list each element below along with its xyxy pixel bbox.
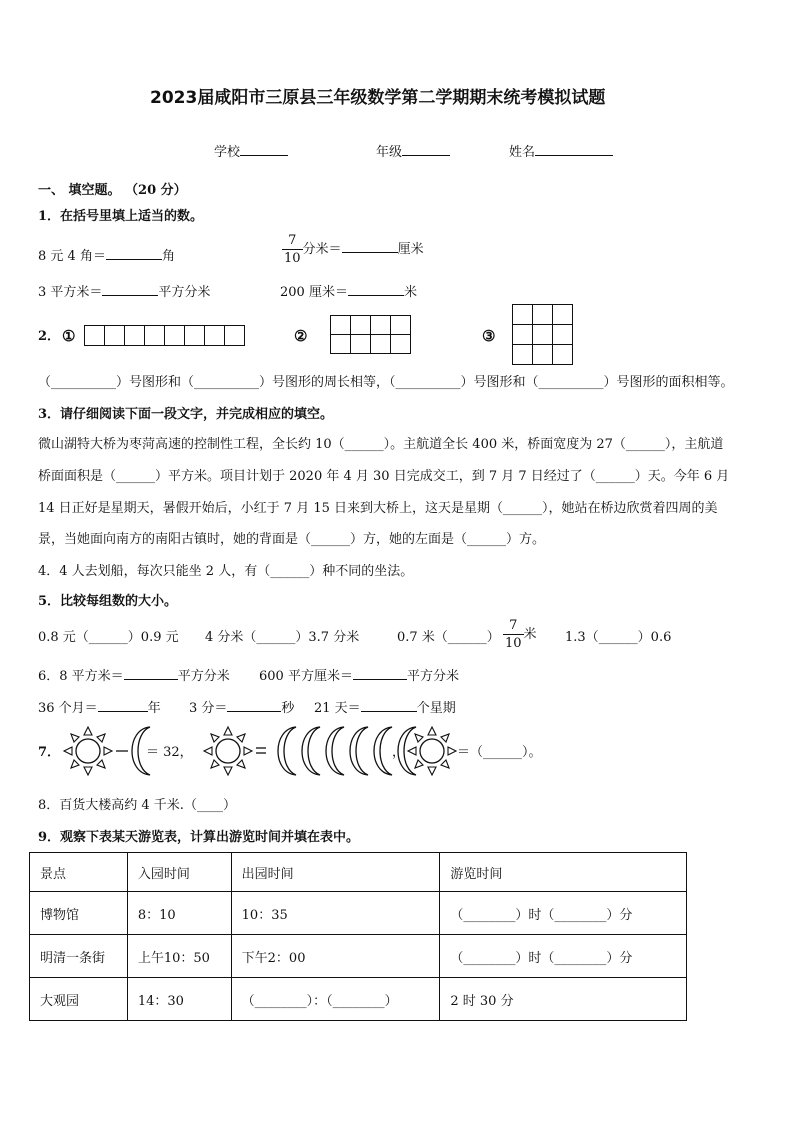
school-field[interactable]	[214, 143, 288, 159]
q3-line-4: 景，当她面向南方的南阳古镇时，她的背面是（______）方，她的左面是（______）方。	[38, 532, 546, 547]
grade-label: 年级	[376, 145, 403, 160]
table-cell: 下午2：00	[231, 935, 440, 978]
sun-icon	[204, 727, 252, 775]
q6-e: 21 天＝ 个星期	[314, 701, 456, 716]
figure-1-marker: ①	[62, 327, 76, 345]
table-header: 入园时间	[127, 853, 231, 892]
table-header: 出园时间	[231, 853, 440, 892]
answer-blank[interactable]	[102, 283, 158, 296]
q3-line-2: 桥面面积是（______）平方米。项目计划于 2020 年 4 月 30 日完成交工，到 7 月 7 日经过了（______）天。今年 6 月	[38, 469, 730, 484]
q1-c: 3 平方米＝ 平方分米	[38, 285, 211, 300]
tour-table	[29, 852, 687, 1021]
table-cell[interactable]: （________）时（________）分	[440, 892, 687, 935]
table-cell: 8：10	[127, 892, 231, 935]
answer-blank[interactable]	[124, 667, 178, 680]
q5-a: 0.8 元（______）0.9 元	[38, 630, 179, 645]
q1-b: $\frac{7}{10}$ 分米＝ 厘米	[284, 233, 424, 266]
answer-blank[interactable]	[348, 283, 404, 296]
section-heading: 一、 填空题。 （20 分）	[38, 183, 187, 198]
name-field[interactable]	[509, 143, 613, 159]
q1-d: 200 厘米＝ 米	[280, 285, 417, 300]
moon-icon	[302, 727, 320, 775]
table-cell: 上午10：50	[127, 935, 231, 978]
q5-c-fraction: $\frac{7}{10}$ 米	[505, 618, 537, 651]
q3-line-1: 微山湖特大桥为枣菏高速的控制性工程，全长约 10（______）。主航道全长 400 米，桥面宽度为 27（______），主航道	[38, 437, 724, 452]
q6-c: 36 个月＝ 年	[38, 701, 161, 716]
q7-number: 7．	[38, 745, 61, 760]
moon-icon	[326, 727, 344, 775]
table-header: 景点	[30, 853, 128, 892]
school-label: 学校	[214, 145, 241, 160]
q2-number: 2．	[38, 329, 61, 344]
answer-blank[interactable]	[353, 667, 407, 680]
answer-blank[interactable]	[106, 247, 162, 260]
q2-answer-line: （__________）号图形和（__________）号图形的周长相等，（__________）号图形和（__________）号图形的面积相等。	[38, 375, 734, 390]
q7-eq1: ＝ 32，	[146, 745, 193, 760]
name-label: 姓名	[509, 145, 536, 160]
q6-d: 3 分＝ 秒	[189, 701, 295, 716]
answer-blank[interactable]	[227, 699, 281, 712]
figure-3-grid	[512, 304, 573, 365]
q4-text: 4．4 人去划船，每次只能坐 2 人，有（______）种不同的坐法。	[38, 564, 414, 579]
q9-stem: 9．观察下表某天游览表，计算出游览时间并填在表中。	[38, 830, 360, 845]
q8-text: 8．百货大楼高约 4 千米.（____）	[38, 798, 236, 813]
table-cell: 博物馆	[30, 892, 128, 935]
q6-a: 6．8 平方米＝ 平方分米	[38, 669, 230, 684]
moon-icon	[278, 727, 296, 775]
figure-1-grid	[84, 325, 245, 346]
sun-icon	[408, 727, 456, 775]
q1-a: 8 元 4 角＝ 角	[38, 249, 175, 264]
q3-stem: 3．请仔细阅读下面一段文字，并完成相应的填空。	[38, 407, 334, 422]
table-cell: 2 时 30 分	[440, 978, 687, 1021]
table-cell: 14：30	[127, 978, 231, 1021]
table-row	[30, 978, 687, 1021]
table-row	[30, 935, 687, 978]
answer-blank[interactable]	[361, 699, 417, 712]
q5-d: 1.3（______）0.6	[565, 630, 672, 645]
q1-stem: 1．在括号里填上适当的数。	[38, 209, 204, 224]
figure-2-grid	[330, 315, 411, 354]
grade-field[interactable]	[376, 143, 450, 159]
moon-icon	[374, 727, 392, 775]
q5-stem: 5．比较每组数的大小。	[38, 594, 178, 609]
fraction: $\frac{7}{10}$	[284, 233, 301, 266]
table-cell[interactable]: （________）时（________）分	[440, 935, 687, 978]
q3-line-3: 14 日正好是星期天，暑假开始后，小红于 7 月 15 日来到大桥上，这天是星期（______），她站在桥边欣赏着四周的美	[38, 501, 718, 516]
table-row	[30, 892, 687, 935]
table-header: 游览时间	[440, 853, 687, 892]
table-cell: 大观园	[30, 978, 128, 1021]
q7-comma: ，	[392, 745, 406, 760]
table-header-row	[30, 853, 687, 892]
sun-icon	[64, 727, 112, 775]
table-cell: 10：35	[231, 892, 440, 935]
answer-blank[interactable]	[98, 699, 148, 712]
page-title: 2023届咸阳市三原县三年级数学第二学期期末统考模拟试题	[150, 88, 606, 108]
q5-b: 4 分米（______）3.7 分米	[205, 630, 360, 645]
table-cell[interactable]: （________）：（________）	[231, 978, 440, 1021]
figure-2-marker: ②	[294, 327, 308, 345]
q7-eq3: ＝（______）。	[457, 745, 542, 760]
table-cell: 明清一条街	[30, 935, 128, 978]
answer-blank[interactable]	[342, 240, 398, 253]
q5-c: 0.7 米（______）	[397, 630, 500, 645]
moon-icon	[350, 727, 368, 775]
q6-b: 600 平方厘米＝ 平方分米	[259, 669, 459, 684]
figure-3-marker: ③	[482, 327, 496, 345]
